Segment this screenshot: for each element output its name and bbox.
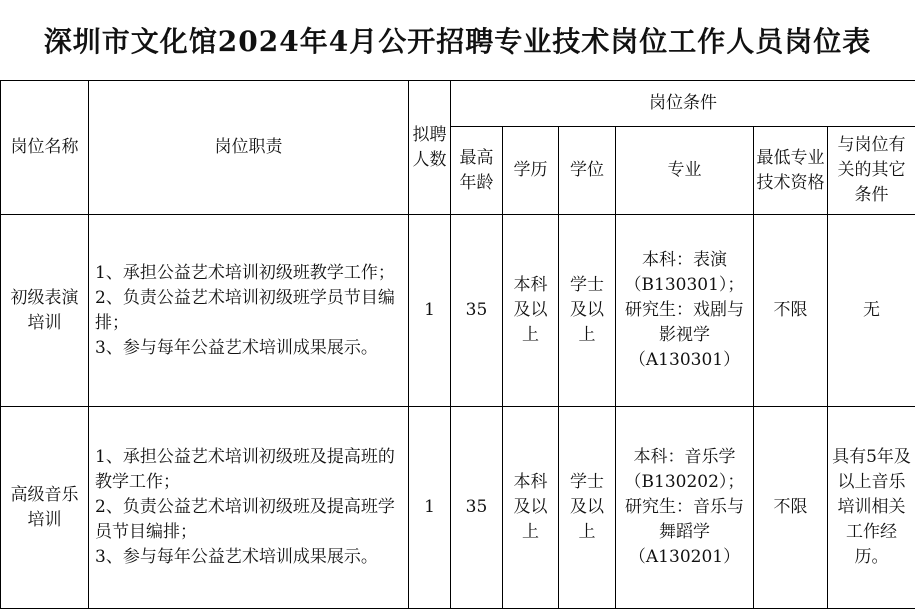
other-conditions: 具有5年及以上音乐培训相关工作经历。 <box>828 407 915 609</box>
max-age: 35 <box>451 215 503 407</box>
duties-cell <box>89 215 409 407</box>
header-duties: 岗位职责 <box>89 81 409 215</box>
min-qualification: 不限 <box>754 407 828 609</box>
position-name: 初级表演培训 <box>1 215 89 407</box>
duties-cell <box>89 407 409 609</box>
headcount: 1 <box>409 215 451 407</box>
major: 本科：音乐学（B130202）；研究生：音乐与舞蹈学（A130201） <box>616 407 754 609</box>
duty-item: 1、承担公益艺术培训初级班及提高班的教学工作； <box>95 447 395 492</box>
duty-item: 1、承担公益艺术培训初级班教学工作； <box>95 262 395 283</box>
header-education: 学历 <box>503 127 559 215</box>
header-headcount: 拟聘人数 <box>409 81 451 215</box>
duty-item: 2、负责公益艺术培训初级班学员节目编排； <box>95 287 395 333</box>
duty-item: 3、参与每年公益艺术培训成果展示。 <box>95 337 378 358</box>
duty-item: 3、参与每年公益艺术培训成果展示。 <box>95 547 378 567</box>
header-conditions: 岗位条件 <box>451 81 915 127</box>
header-position-name: 岗位名称 <box>1 81 89 215</box>
position-table <box>0 80 915 609</box>
position-name: 高级音乐培训 <box>1 407 89 609</box>
education: 本科及以上 <box>503 407 559 609</box>
page-title: 深圳市文化馆2024年4月公开招聘专业技术岗位工作人员岗位表 <box>43 25 872 58</box>
duty-item: 2、负责公益艺术培训初级班及提高班学员节目编排； <box>95 497 395 542</box>
header-other-conditions: 与岗位有关的其它条件 <box>828 127 915 215</box>
degree: 学士及以上 <box>559 215 616 407</box>
major: 本科：表演（B130301）；研究生：戏剧与影视学（A130301） <box>616 215 754 407</box>
header-degree: 学位 <box>559 127 616 215</box>
degree: 学士及以上 <box>559 407 616 609</box>
header-major: 专业 <box>616 127 754 215</box>
other-conditions: 无 <box>828 215 915 407</box>
header-min-qualification: 最低专业技术资格 <box>754 127 828 215</box>
table-row <box>1 407 915 609</box>
max-age: 35 <box>451 407 503 609</box>
headcount: 1 <box>409 407 451 609</box>
header-max-age: 最高年龄 <box>451 127 503 215</box>
education: 本科及以上 <box>503 215 559 407</box>
table-row <box>1 215 915 407</box>
min-qualification: 不限 <box>754 215 828 407</box>
